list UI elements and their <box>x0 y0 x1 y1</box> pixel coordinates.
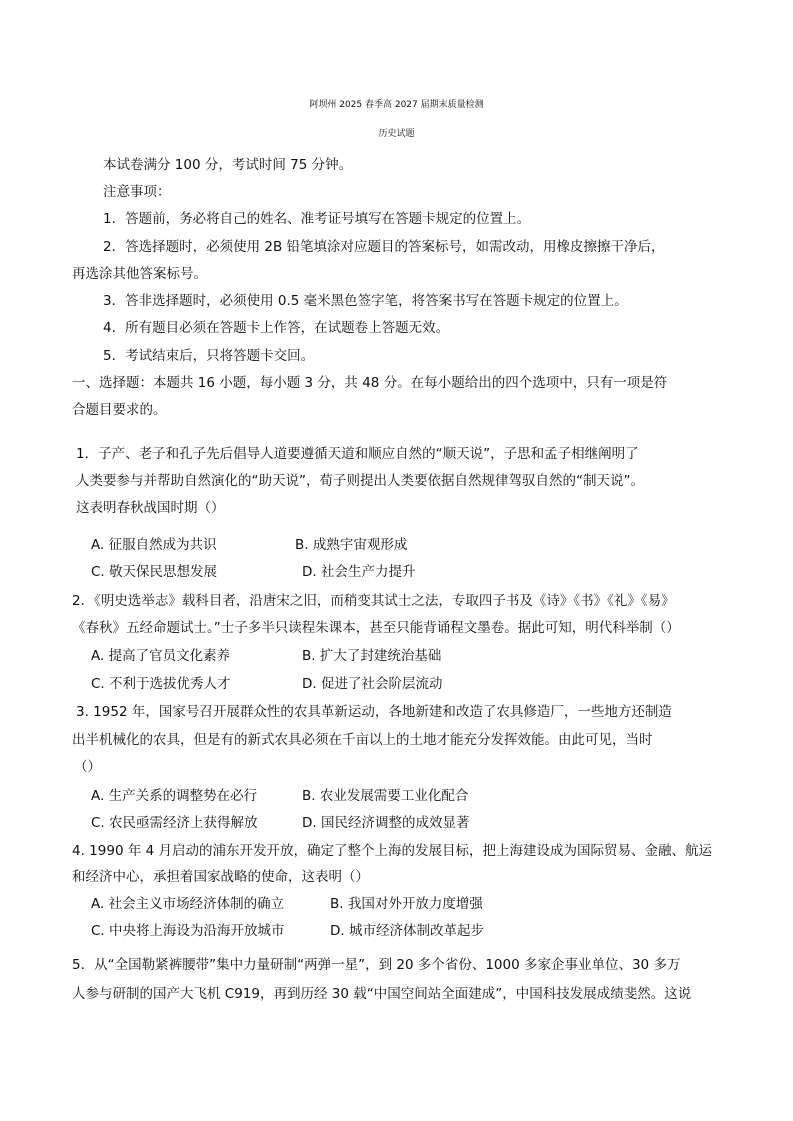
q3-stem-line-3: （） <box>74 759 101 775</box>
q5-stem-line-1: 5．从“全国勒紧裤腰带”集中力量研制“两弹一星”，到 20 多个省份、1000 多家企事业单位、30 多万 <box>72 957 681 973</box>
q4-option-a: A. 社会主义市场经济体制的确立 <box>91 896 285 912</box>
q1-stem-line-1: 1．子产、老子和孔子先后倡导人道要遵循天道和顺应自然的“顺天说”，子思和孟子相继阐明了 <box>76 446 639 462</box>
q3-stem-line-1: 3. 1952 年，国家号召开展群众性的农具革新运动，各地新建和改造了农具修造厂，一些地方还制造 <box>76 704 672 720</box>
q3-option-a: A. 生产关系的调整势在必行 <box>91 788 258 804</box>
note-2-a: 2．答选择题时，必须使用 2B 铅笔填涂对应题目的答案标号，如需改动，用橡皮擦擦干净后， <box>103 239 665 255</box>
q2-option-d: D. 促进了社会阶层流动 <box>302 676 443 692</box>
q1-option-d: D. 社会生产力提升 <box>302 564 416 580</box>
q4-option-d: D. 城市经济体制改革起步 <box>330 923 484 939</box>
note-3: 3．答非选择题时，必须使用 0.5 毫米黑色签字笔，将答案书写在答题卡规定的位置上。 <box>103 293 628 309</box>
score-time-line: 本试卷满分 100 分，考试时间 75 分钟。 <box>103 157 353 173</box>
q2-stem-line-1: 2．《明史选举志》载科目者，沿唐宋之旧，而稍变其试士之法，专取四子书及《诗》《书》《礼》《易》 <box>72 593 675 609</box>
q4-stem-line-1: 4. 1990 年 4 月启动的浦东开发开放，确定了整个上海的发展目标，把上海建设成为国际贸易、金融、航运 <box>72 843 712 859</box>
exam-subject: 历史试题 <box>378 129 415 139</box>
q1-stem-line-3: 这表明春秋战国时期（） <box>76 500 225 516</box>
q2-option-b: B. 扩大了封建统治基础 <box>302 648 442 664</box>
exam-title: 阿坝州 2025 春季高 2027 届期末质量检测 <box>309 100 484 110</box>
q5-stem-line-2: 人参与研制的国产大飞机 C919，再到历经 30 载“中国空间站全面建成”，中国科技发展成绩斐然。这说 <box>72 986 692 1002</box>
note-4: 4．所有题目必须在答题卡上作答，在试题卷上答题无效。 <box>103 320 450 336</box>
q4-stem-line-2: 和经济中心，承担着国家战略的使命，这表明（） <box>72 869 369 885</box>
note-2-b: 再选涂其他答案标号。 <box>72 266 207 282</box>
q4-option-b: B. 我国对外开放力度增强 <box>330 896 483 912</box>
q2-option-c: C. 不利于选拔优秀人才 <box>91 676 231 692</box>
q2-option-a: A. 提高了官员文化素养 <box>91 648 231 664</box>
note-1: 1．答题前，务必将自己的姓名、准考证号填写在答题卡规定的位置上。 <box>103 211 531 227</box>
q3-option-b: B. 农业发展需要工业化配合 <box>302 788 469 804</box>
note-5: 5．考试结束后，只将答题卡交回。 <box>103 348 315 364</box>
q1-option-b: B. 成熟宇宙观形成 <box>295 537 408 553</box>
section-1-heading-line-1: 一、选择题：本题共 16 小题，每小题 3 分，共 48 分。在每小题给出的四个选项中，只有一项是符 <box>72 375 668 391</box>
q3-stem-line-2: 出半机械化的农具，但是有的新式农具必须在千亩以上的土地才能充分发挥效能。由此可见，当时 <box>72 732 653 748</box>
q1-option-c: C. 敬天保民思想发展 <box>91 564 218 580</box>
q4-option-c: C. 中央将上海设为沿海开放城市 <box>91 923 285 939</box>
q2-stem-line-2: 《春秋》五经命题试士。”士子多半只读程朱课本，甚至只能背诵程文墨卷。据此可知，明代科举制（） <box>72 620 680 636</box>
q1-stem-line-2: 人类要参与并帮助自然演化的“助天说”，荀子则提出人类要依据自然规律驾驭自然的“制天说”。 <box>76 473 644 489</box>
q3-option-c: C. 农民亟需经济上获得解放 <box>91 815 258 831</box>
section-1-heading-line-2: 合题目要求的。 <box>72 402 167 418</box>
notes-title: 注意事项： <box>103 184 171 200</box>
q1-option-a: A. 征服自然成为共识 <box>91 537 217 553</box>
q3-option-d: D. 国民经济调整的成效显著 <box>302 815 470 831</box>
